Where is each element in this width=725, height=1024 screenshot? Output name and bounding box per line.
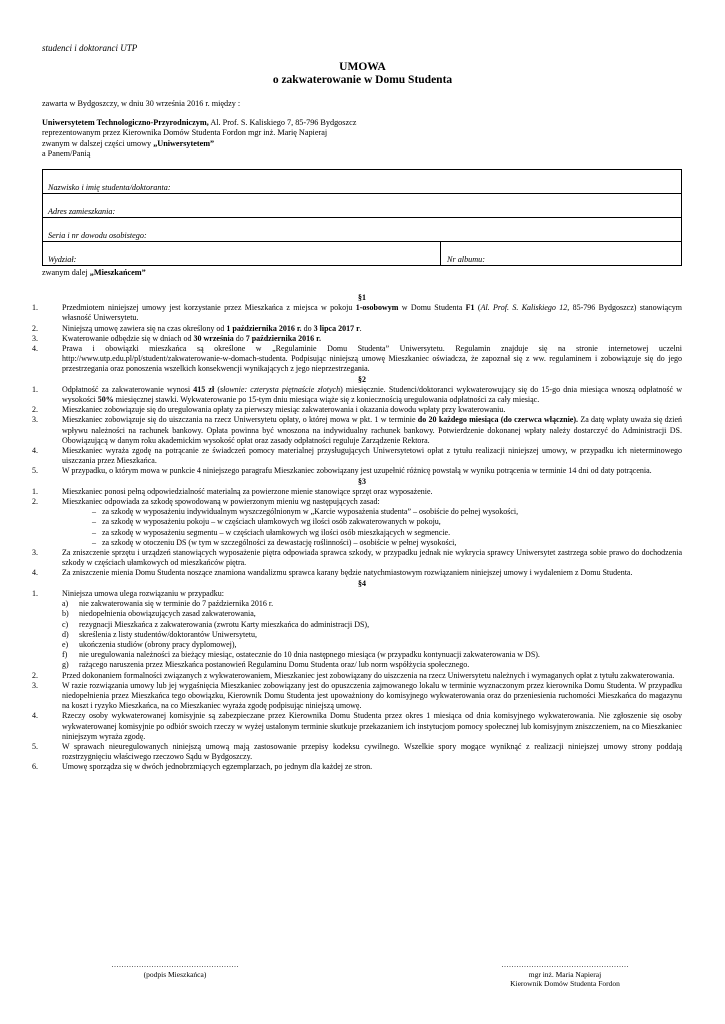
student-data-form xyxy=(42,169,682,266)
resident-signature-block xyxy=(110,960,240,979)
s3-item-4: 4. Za zniszczenie mienia Domu Studenta noszące znamiona wandalizmu sprawca karany będzie natychmiastowym rozwiązaniem niniejszej umowy i wydaleniem z Domu Studenta. xyxy=(32,568,633,578)
s3-dash-2: – za szkodę w wyposażeniu pokoju – w częściach ułamkowych wg ilości osób zakwaterowanych w pokoju, xyxy=(92,517,441,527)
s1-item-2: 2. Niniejszą umowę zawiera się na czas określony od 1 października 2016 r. do 3 lipca 2017 r. xyxy=(32,323,362,333)
section-2-title: §2 xyxy=(358,374,366,384)
s4-sub-a: a) nie zakwaterowania się w terminie do 7 października 2016 r. xyxy=(62,599,274,609)
s3-dash-4: – za szkodę w otoczeniu DS (w tym w szczególności za dewastację roślinności) – osobiście w pełnej wysokości, xyxy=(92,537,457,547)
s4-item-4: 4. Rzeczy osoby wykwaterowanej komisyjnie są zabezpieczane przez Kierownika Domu Studenta przez okres 1 miesiąca od dnia komisyjnego wykwaterowania. Nie zgłoszenie się osoby wykwaterowanej komisyjnie po odbiór swoich rzeczy w wyżej ustalonym terminie skutkuje przekazaniem ich instytucjom pomocy społecznej lub komisyjnym zniszczeniem, na co Mieszkaniec niniejszym wyraża zgodę. xyxy=(32,711,682,741)
s3-dash-3: – za szkodę w wyposażeniu segmentu – w częściach ułamkowych wg ilości osób mieszkających w segmencie. xyxy=(92,527,451,537)
album-field[interactable]: Nr albumu: xyxy=(447,255,485,264)
s2-item-2: 2. Mieszkaniec zobowiązuje się do uregulowania opłaty za pierwszy miesiąc zakwaterowania i okazania dowodu wpłaty przy kwaterowaniu. xyxy=(32,405,506,415)
s3-item-3: 3. Za zniszczenie sprzętu i urządzeń stanowiących wyposażenie piętra odpowiada sprawca szkody, w przypadku jednak nie wykrycia sprawcy Uniwersytet zastrzega sobie prawo do dochodzenia szkody w częściach ułamkowych od mieszkańców piętra. xyxy=(32,548,682,568)
manager-name: mgr inż. Maria Napieraj xyxy=(528,969,602,979)
s2-item-3: 3. Mieszkaniec zobowiązuje się do uiszczania na rzecz Uniwersytetu opłaty, o której mowa w pkt. 1 w terminie do 20 każdego miesiąca (do czerwca włącznie). Za datę wpłaty uważa się dzień wpływu należności na rachunek bankowy. Opłata powinna być wnoszona na indywidualny rachunek bankowy. Potwierdzenie dokonanej wpłaty należy dostarczyć do Administracji DS. Obowiązującą w danym roku akademickim wysokość opłat oraz zasady odpłatności reguluje Zarządzenie Rektora. xyxy=(32,415,682,445)
name-field[interactable]: Nazwisko i imię studenta/doktoranta: xyxy=(43,170,681,194)
document-title: UMOWA xyxy=(339,61,386,73)
s4-sub-g: g) rażącego naruszenia przez Mieszkańca postanowień Regulaminu Domu Studenta oraz/ lub norm współżycia społecznego. xyxy=(62,660,470,670)
section-4-title: §4 xyxy=(358,578,366,588)
signature-line: …………………………………………… xyxy=(111,960,239,969)
s4-sub-b: b) niedopełnienia obowiązujących zasad zakwaterowania, xyxy=(62,609,256,619)
id-field[interactable]: Seria i nr dowodu osobistego: xyxy=(43,218,681,242)
section-1-title: §1 xyxy=(358,293,366,302)
faculty-field[interactable]: Wydział: xyxy=(48,255,77,264)
university-alias: „Uniwersytetem” xyxy=(153,138,215,148)
manager-signature-block xyxy=(480,960,650,989)
university-line xyxy=(42,118,687,129)
intro-line: zawarta w Bydgoszczy, w dniu 30 września 2016 r. między : xyxy=(42,99,241,108)
s4-item-3: 3. W razie rozwiązania umowy lub jej wygaśnięcia Mieszkaniec zobowiązany jest do opuszczenia zajmowanego lokalu w terminie wyznaczonym przez kierownika Domu Studenta. W przypadku niedopełnienia przez Mieszkańca tego obowiązku, Kierownik Domu Studenta jest upoważniony do komisyjnego wykwaterowania oraz do przeniesienia ruchomości Mieszkańca do magazynu na koszt i ryzyko Mieszkańca, na co Mieszkaniec wyraża zgodę podpisując niniejszą umowę. xyxy=(32,680,682,711)
s3-dash-1: – za szkodę w wyposażeniu indywidualnym wyszczególnionym w „Karcie wyposażenia studenta” – osobiście do pełnej wysokości, xyxy=(92,507,519,517)
representative-line: reprezentowanym przez Kierownika Domów Studenta Fordon mgr inż. Marię Napieraj xyxy=(42,128,328,137)
section-3-title: §3 xyxy=(358,476,366,486)
resident-signature-caption: (podpis Mieszkańca) xyxy=(143,969,207,979)
contract-body xyxy=(32,293,683,773)
manager-title: Kierownik Domów Studenta Fordon xyxy=(510,979,620,988)
s4-sub-e: e) ukończenia studiów (obrony pracy dyplomowej), xyxy=(62,639,237,649)
university-address: Al. Prof. S. Kaliskiego 7, 85-796 Bydgoszcz xyxy=(208,117,357,127)
s2-item-1: 1. Odpłatność za zakwaterowanie wynosi 415 zł (słownie: czterysta piętnaście złotych) miesięcznie. Studenci/doktoranci wykwaterowujący się do 15-go dnia miesiąca wnoszą odpłatność w wysokości 50% miesięcznej stawki. Wykwaterowanie po 15-tym dniu miesiąca wiąże się z koniecznością uregulowania odpłatności za cały miesiąc. xyxy=(32,384,683,405)
s4-item-2: 2. Przed dokonaniem formalności związanych z wykwaterowaniem, Mieszkaniec jest zobowiązany do uiszczenia na rzecz Uniwersytetu należnych i wymaganych opłat z tytułu zakwaterowania. xyxy=(32,670,675,680)
intro-section xyxy=(42,99,687,160)
party-alias-line: zwanym w dalszej części umowy „Uniwersytetem” xyxy=(42,138,215,148)
faculty-album-row xyxy=(43,242,681,265)
s4-item-6: 6. Umowę sporządza się w dwóch jednobrzmiących egzemplarzach, po jednym dla każdej ze stron. xyxy=(32,762,373,772)
s3-item-1: 1. Mieszkaniec ponosi pełną odpowiedzialność materialną za powierzone mienie stanowiące sprzęt oraz wyposażenie. xyxy=(32,486,433,496)
counterparty-line: a Panem/Panią xyxy=(42,149,91,158)
s4-sub-c: c) rezygnacji Mieszkańca z zakwaterowania (zwrotu Karty mieszkańca do administracji DS), xyxy=(62,619,370,629)
s2-item-5: 5. W przypadku, o którym mowa w punkcie 4 niniejszego paragrafu Mieszkaniec zobowiązany jest uzupełnić różnicę powstałą w wyniku potrącenia w terminie 14 dni od daty potrącenia. xyxy=(32,466,652,476)
header-note: studenci i doktoranci UTP xyxy=(42,43,138,53)
s4-sub-f: f) nie uregulowania należności za bieżący miesiąc, ostatecznie do 10 dnia następnego miesiąca (w przypadku kontynuacji zakwaterowania w DS). xyxy=(62,650,540,660)
s4-sub-d: d) skreślenia z listy studentów/doktorantów Uniwersytetu, xyxy=(62,629,257,639)
s2-item-4: 4. Mieszkaniec wyraża zgodę na potrącanie ze świadczeń pomocy materialnej przysługujących Uniwersytetowi opłat z tytułu realizacji niniejszej umowy, w przypadku ich nieterminowego uiszczania przez Mieszkańca. xyxy=(32,446,682,466)
document-subtitle: o zakwaterowanie w Domu Studenta xyxy=(272,74,453,86)
signature-line: …………………………………………… xyxy=(501,960,629,969)
s1-item-1: 1. Przedmiotem niniejszej umowy jest korzystanie przez Mieszkańca z miejsca w pokoju 1-osobowym w Domu Studenta F1 (Al. Prof. S. Kaliskiego 12, 85-796 Bydgoszcz) stanowiącym własność Uniwersytetu. xyxy=(32,303,682,323)
s1-item-3: 3. Kwaterowanie odbędzie się w dniach od 30 września do 7 października 2016 r. xyxy=(32,333,321,343)
s3-item-2: 2. Mieszkaniec odpowiada za szkodę spowodowaną w powierzonym mieniu wg następujących zasad: xyxy=(32,497,380,507)
university-name: Uniwersytetem Technologiczno-Przyrodniczym, xyxy=(42,117,209,127)
s1-item-4: 4. Prawa i obowiązki mieszkańca są określone w „Regulaminie Domu Studenta” Uniwersytetu. Regulamin znajduje się na stronie internetowej uczelni http://www.utp.edu.pl/pl/student/zakwaterowanie-w-domach-studenta. Podpisując niniejszą umowę Mieszkaniec oświadcza, że zapoznał się z ww. regulaminem i zobowiązuje się do jego przestrzegania oraz ponoszenia wszelkich konsekwencji wynikających z jego nieprzestrzegania. xyxy=(32,344,682,374)
s4-item-5: 5. W sprawach nieuregulowanych niniejszą umową mają zastosowanie przepisy kodeksu cywilnego. Wszelkie spory mogące wyniknąć z realizacji niniejszej umowy strony poddają rozstrzygnięciu właściwego rzeczowo Sądu w Bydgoszczy. xyxy=(32,741,682,762)
s4-item-1: 1. Niniejsza umowa ulega rozwiązaniu w przypadku: xyxy=(32,588,224,598)
address-field[interactable]: Adres zamieszkania: xyxy=(43,194,681,218)
resident-alias: zwanym dalej „Mieszkańcem” xyxy=(42,268,146,277)
